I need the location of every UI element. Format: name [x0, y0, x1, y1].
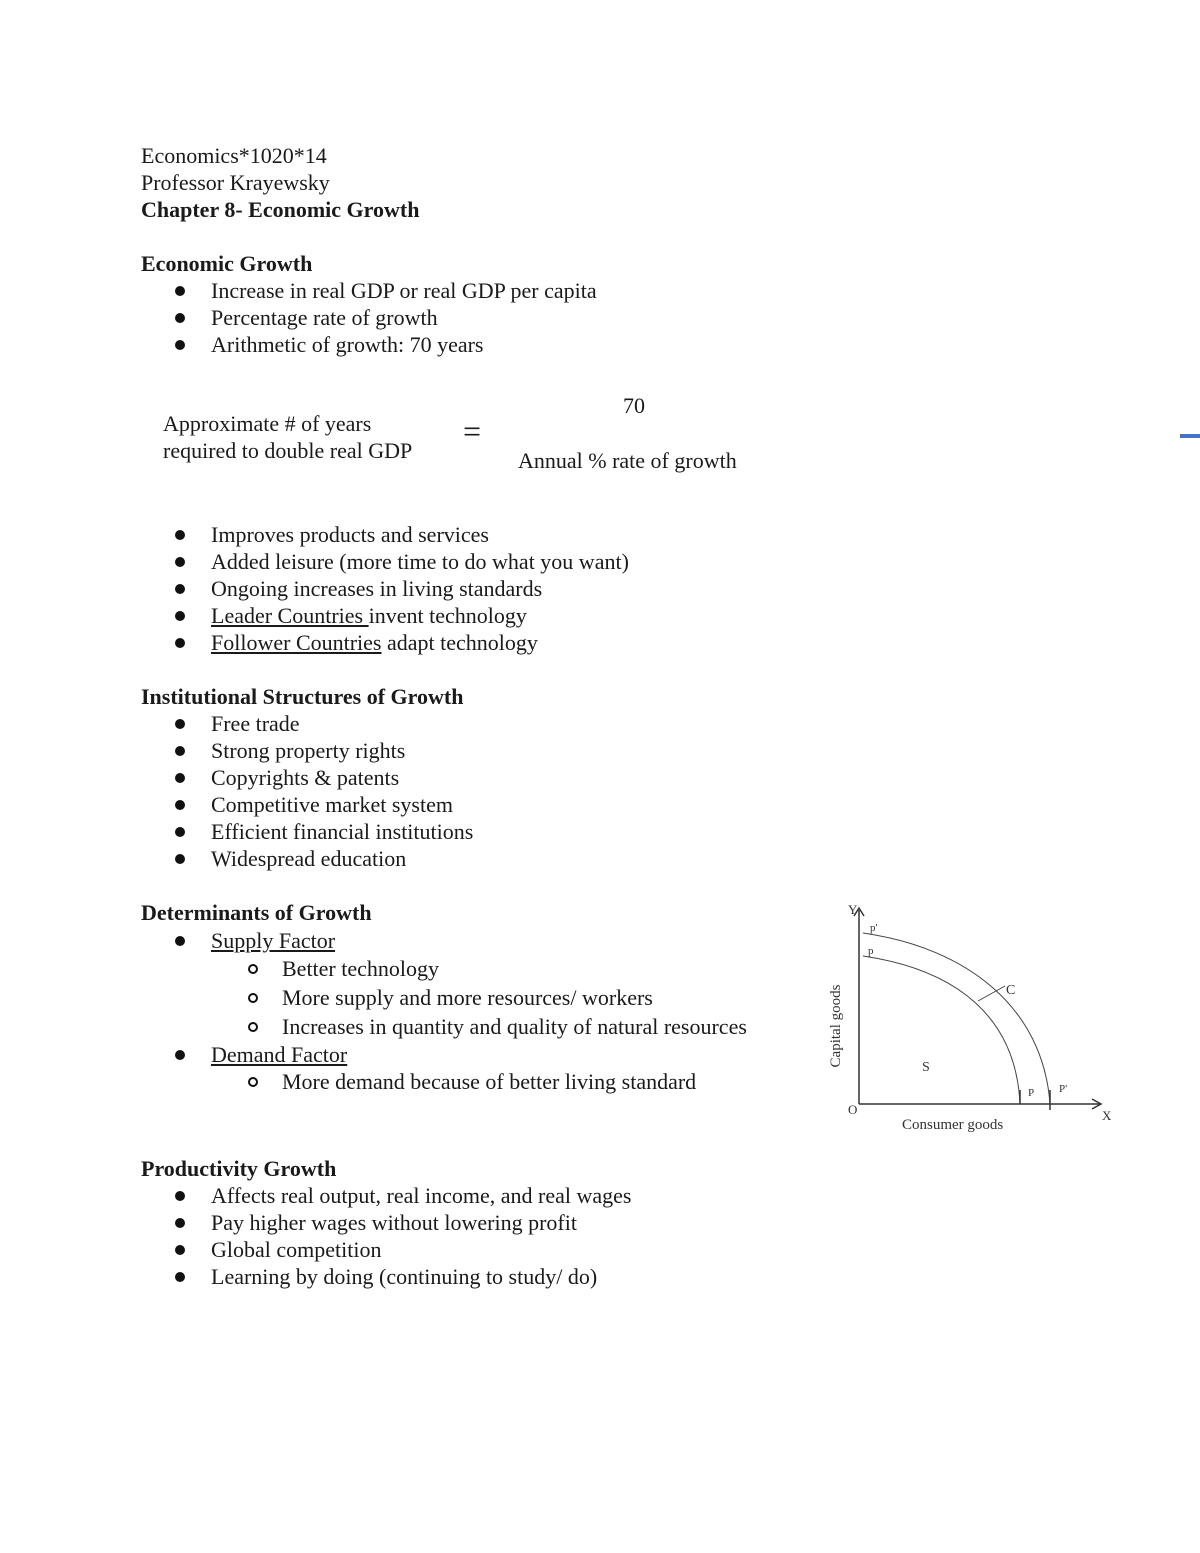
- p-prime-bottom-label: P': [1059, 1083, 1068, 1095]
- bullet-icon: [175, 746, 185, 756]
- list-item: Free trade: [0, 710, 473, 737]
- institutional-list: [0, 710, 473, 872]
- y-axis-end-label: Y: [848, 902, 858, 917]
- formula-denominator: Annual % rate of growth: [518, 448, 737, 473]
- list-item: Competitive market system: [0, 791, 473, 818]
- professor-name: Professor Krayewsky: [141, 170, 330, 195]
- bullet-icon: [175, 719, 185, 729]
- point-c-label: C: [1006, 983, 1016, 998]
- demand-factor-list: [0, 1041, 347, 1068]
- equals-sign: =: [463, 413, 482, 449]
- list-item: Increase in real GDP or real GDP per capita: [0, 277, 597, 304]
- heading-productivity: Productivity Growth: [141, 1156, 337, 1181]
- heading-economic-growth: Economic Growth: [141, 251, 313, 276]
- bullet-icon: [175, 340, 185, 350]
- benefits-list: [0, 521, 629, 656]
- chapter-title: Chapter 8- Economic Growth: [141, 197, 420, 222]
- bullet-icon: [175, 611, 185, 621]
- bullet-icon: [175, 936, 185, 946]
- p-top-label: p: [868, 945, 874, 957]
- list-item: Ongoing increases in living standards: [0, 575, 629, 602]
- productivity-list: [0, 1182, 631, 1290]
- formula-label: Approximate # of years required to double real GDP: [163, 411, 413, 463]
- bullet-icon: [175, 800, 185, 810]
- list-item: Percentage rate of growth: [0, 304, 597, 331]
- list-item: Efficient financial institutions: [0, 818, 473, 845]
- list-item: Leader Countries invent technology: [0, 602, 629, 629]
- shift-line: [978, 986, 1005, 1001]
- x-axis-end-label: X: [1102, 1108, 1112, 1123]
- list-item: Follower Countries adapt technology: [0, 629, 629, 656]
- x-axis-label: Consumer goods: [902, 1117, 1004, 1133]
- list-item: More supply and more resources/ workers: [0, 983, 747, 1012]
- list-item: Learning by doing (continuing to study/ do): [0, 1263, 631, 1290]
- hollow-bullet-icon: [248, 993, 258, 1003]
- formula-numerator: 70: [623, 393, 645, 418]
- course-code: Economics*1020*14: [141, 143, 327, 168]
- bullet-icon: [175, 1218, 185, 1228]
- list-item: Global competition: [0, 1236, 631, 1263]
- bullet-icon: [175, 530, 185, 540]
- page-edge-marker: [1180, 434, 1200, 438]
- list-item: Increases in quantity and quality of natural resources: [0, 1012, 747, 1041]
- origin-label: O: [848, 1102, 858, 1117]
- bullet-icon: [175, 584, 185, 594]
- leader-countries-term: Leader Countries: [211, 603, 369, 628]
- list-item: Pay higher wages without lowering profit: [0, 1209, 631, 1236]
- list-item: Affects real output, real income, and real wages: [0, 1182, 631, 1209]
- list-item: Better technology: [0, 954, 747, 983]
- list-item: Supply Factor: [0, 927, 335, 954]
- bullet-icon: [175, 286, 185, 296]
- p-prime-top-label: p': [870, 922, 878, 934]
- heading-institutional: Institutional Structures of Growth: [141, 684, 464, 709]
- list-item: Copyrights & patents: [0, 764, 473, 791]
- heading-determinants: Determinants of Growth: [141, 900, 372, 925]
- bullet-icon: [175, 854, 185, 864]
- bullet-icon: [175, 638, 185, 648]
- bullet-icon: [175, 1272, 185, 1282]
- y-axis-label: Capital goods: [828, 984, 844, 1068]
- hollow-bullet-icon: [248, 1077, 258, 1087]
- bullet-icon: [175, 827, 185, 837]
- ppf-diagram: [818, 898, 1118, 1138]
- inner-ppf-curve: [863, 956, 1020, 1104]
- bullet-icon: [175, 773, 185, 783]
- bullet-icon: [175, 557, 185, 567]
- list-item: More demand because of better living standard: [0, 1067, 696, 1096]
- region-s-label: S: [922, 1060, 930, 1075]
- bullet-icon: [175, 1245, 185, 1255]
- hollow-bullet-icon: [248, 1022, 258, 1032]
- economic-growth-list: [0, 277, 597, 358]
- outer-ppf-curve: [863, 933, 1050, 1104]
- hollow-bullet-icon: [248, 964, 258, 974]
- list-item: Improves products and services: [0, 521, 629, 548]
- bullet-icon: [175, 1191, 185, 1201]
- p-bottom-label: P: [1028, 1087, 1035, 1099]
- list-item: Arithmetic of growth: 70 years: [0, 331, 597, 358]
- list-item: Widespread education: [0, 845, 473, 872]
- follower-countries-term: Follower Countries: [211, 630, 382, 655]
- bullet-icon: [175, 1050, 185, 1060]
- demand-sub-list: [0, 1067, 696, 1096]
- list-item: Strong property rights: [0, 737, 473, 764]
- supply-sub-list: [0, 954, 747, 1041]
- list-item: Added leisure (more time to do what you want): [0, 548, 629, 575]
- supply-factor-list: [0, 927, 335, 954]
- list-item: Demand Factor: [0, 1041, 347, 1068]
- bullet-icon: [175, 313, 185, 323]
